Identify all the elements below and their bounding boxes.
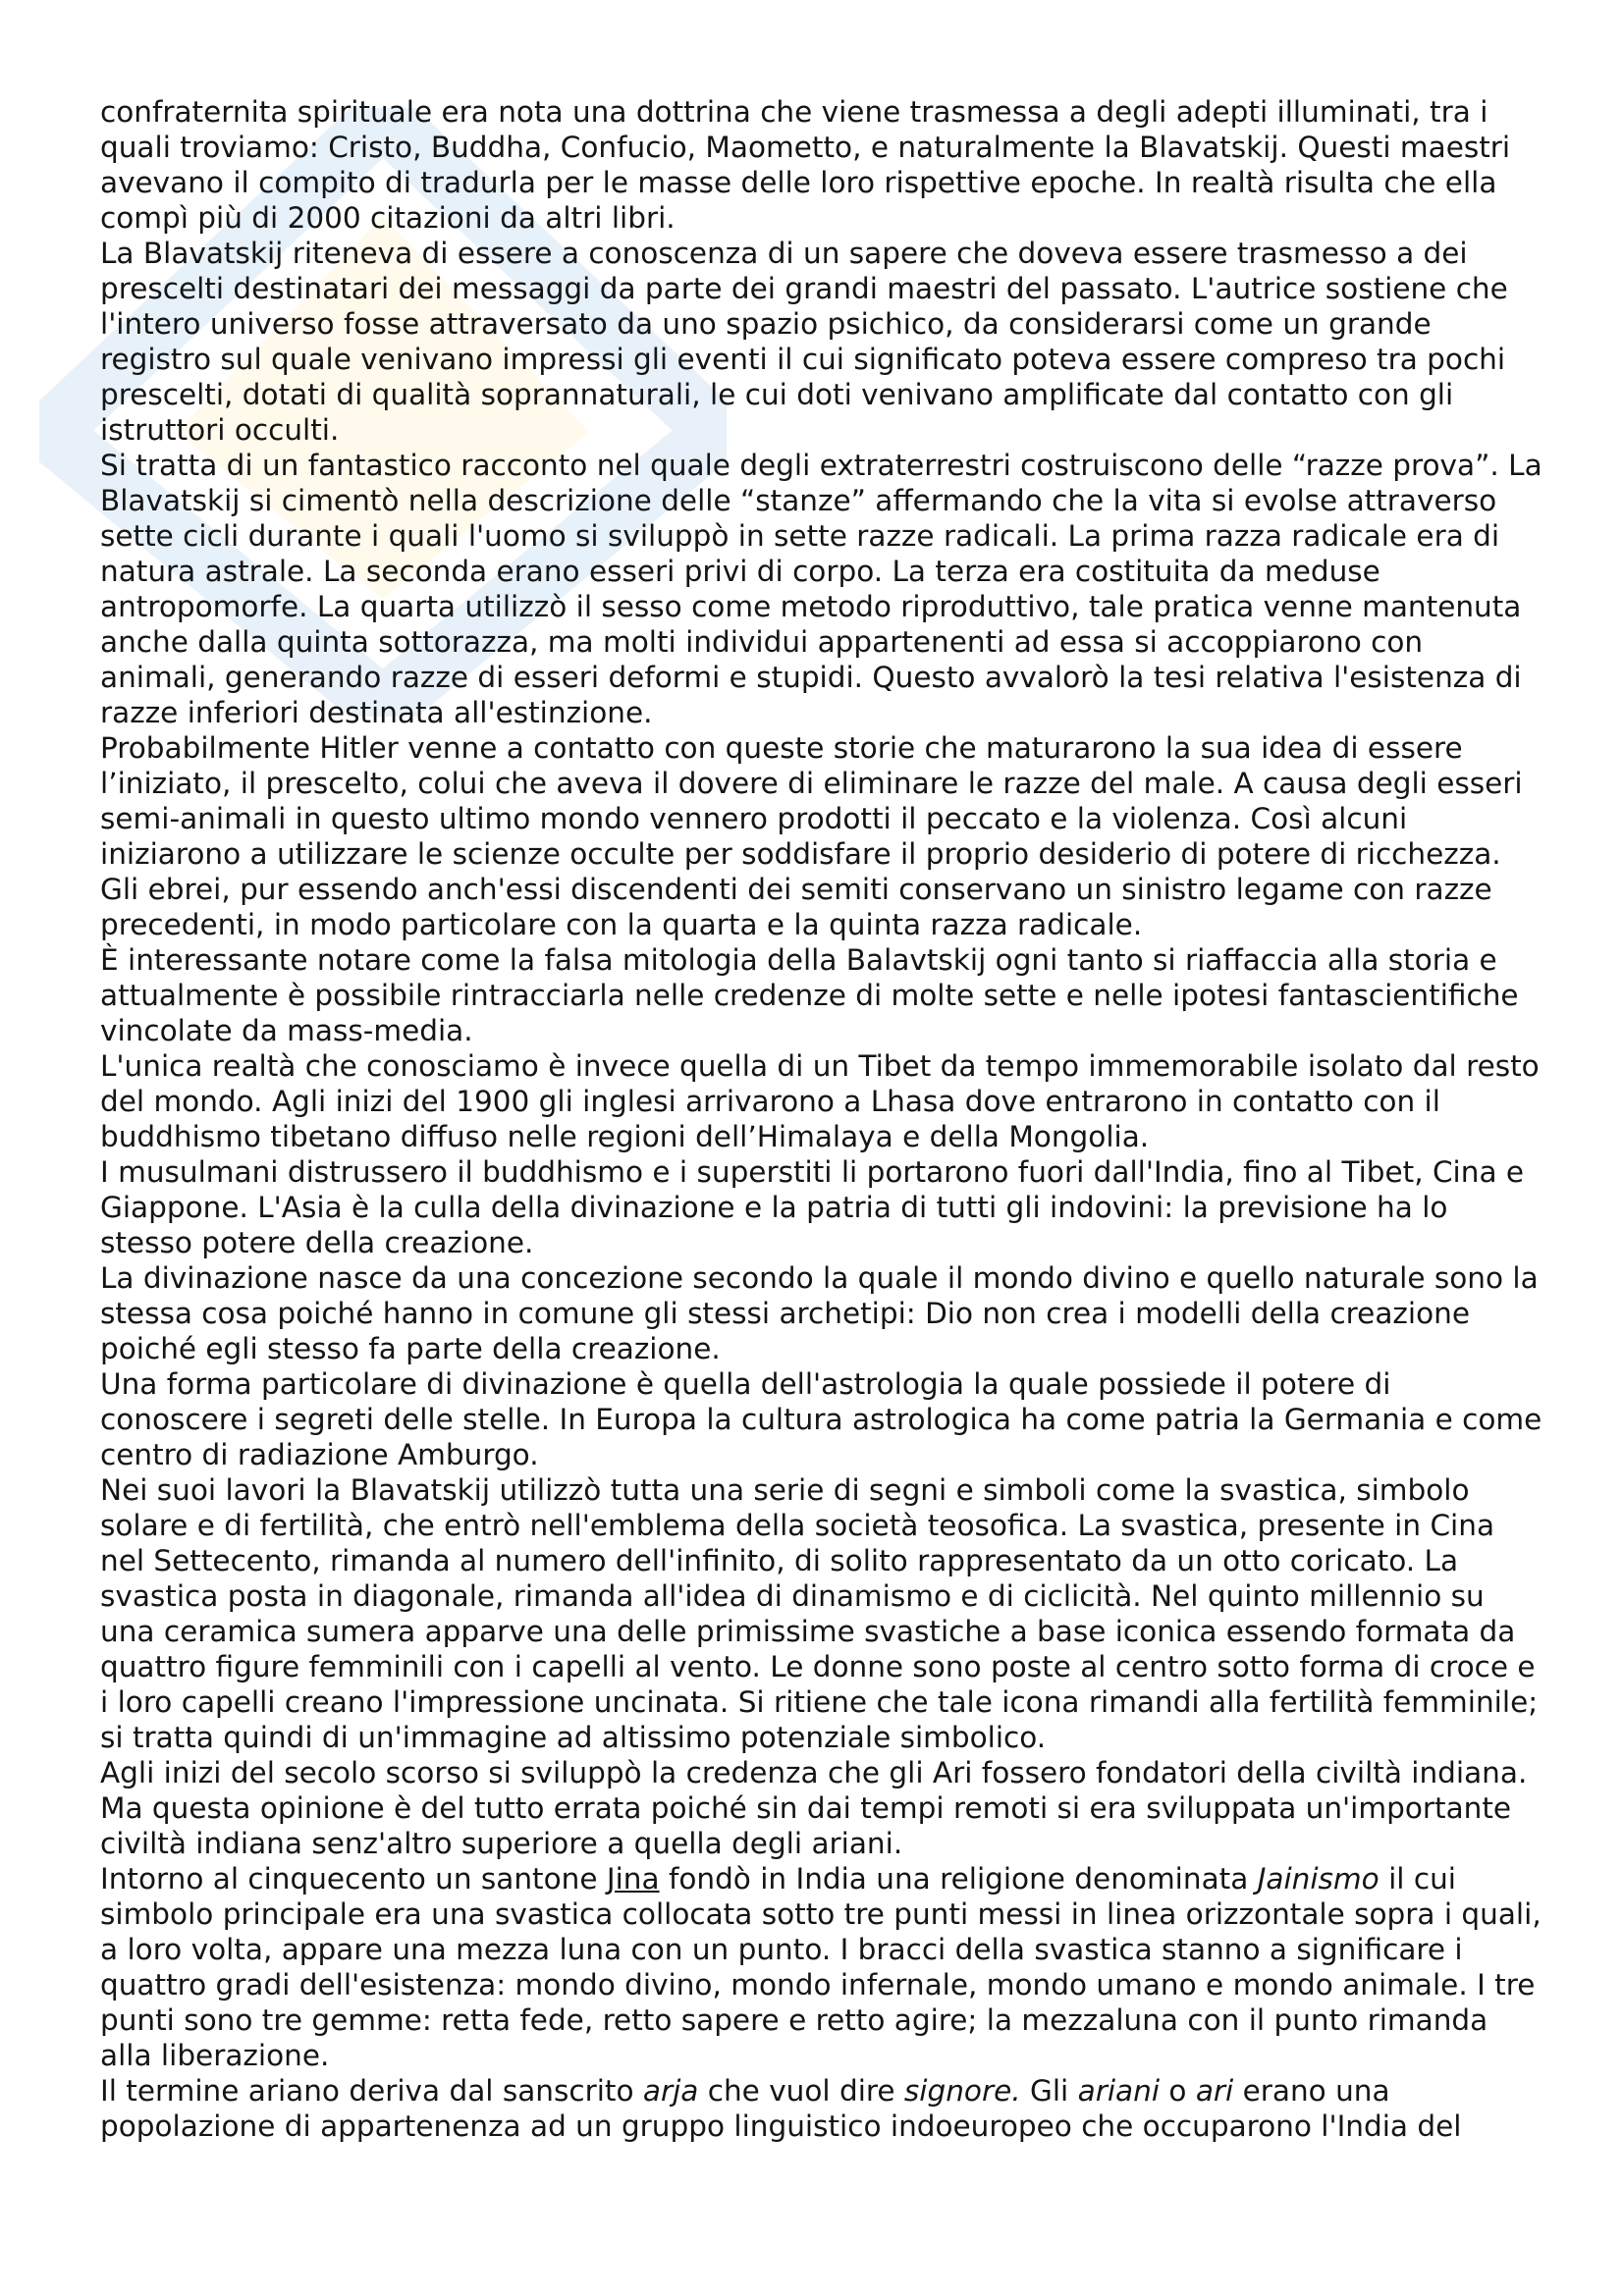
paragraph: L'unica realtà che conosciamo è invece quella di un Tibet da tempo immemorabile isolato dal resto del mondo. Agli inizi del 1900 gli inglesi arrivarono a Lhasa dove entrarono in contatto con il buddhismo tibetano diffuso nelle regioni dell’Himalaya e della Mongolia. [100, 1049, 1540, 1153]
paragraph: Agli inizi del secolo scorso si sviluppò la credenza che gli Ari fossero fondatori della civiltà indiana. Ma questa opinione è del tutto errata poiché sin dai tempi remoti si era sviluppata un'importante civiltà indiana senz'altro superiore a quella degli ariani. [100, 1756, 1528, 1860]
text-segment: il cui simbolo principale era una svastica collocata sotto tre punti messi in linea orizzontale sopra i quali, a loro volta, appare una mezza luna con un punto. I bracci della svastica stanno a significare i quattro gradi dell'esistenza: mondo divino, mondo infernale, mondo umano e mondo animale. I tre punti sono tre gemme: retta fede, retto sapere e retto agire; la mezzaluna con il punto rimanda alla liberazione. [100, 1862, 1542, 2072]
paragraph: I musulmani distrussero il buddhismo e i superstiti li portarono fuori dall'India, fino al Tibet, Cina e Giappone. L'Asia è la culla della divinazione e la patria di tutti gli indovini: la previsione ha lo stesso potere della creazione. [100, 1155, 1525, 1259]
paragraph: La Blavatskij riteneva di essere a conoscenza di un sapere che doveva essere trasmesso a dei prescelti destinatari dei messaggi da parte dei grandi maestri del passato. L'autrice sostiene che l'intero universo fosse attraversato da uno spazio psichico, da considerarsi come un grande registro sul quale venivano impressi gli eventi il cui significato poteva essere compreso tra pochi prescelti, dotati di qualità soprannaturali, le cui doti venivano amplificate dal contatto con gli istruttori occulti. [100, 237, 1508, 447]
text-segment: o [1160, 2074, 1196, 2108]
ariani-term: ariani [1077, 2074, 1161, 2108]
arja-term: arja [642, 2074, 699, 2108]
text-segment: Il termine ariano deriva dal sanscrito [100, 2074, 643, 2108]
ari-term: ari [1195, 2074, 1234, 2108]
paragraph: La divinazione nasce da una concezione secondo la quale il mondo divino e quello naturale sono la stessa cosa poiché hanno in comune gli stessi archetipi: Dio non crea i modelli della creazione poiché egli stesso fa parte della creazione. [100, 1261, 1539, 1365]
paragraph-jainismo [100, 1861, 1543, 2073]
paragraph-ariano [100, 2073, 1543, 2144]
text-segment: che vuol dire [698, 2074, 904, 2108]
paragraph: confraternita spirituale era nota una dottrina che viene trasmessa a degli adepti illuminati, tra i quali troviamo: Cristo, Buddha, Confucio, Maometto, e naturalmente la Blavatskij. Questi maestri avevano il compito di tradurla per le masse delle loro rispettive epoche. In realtà risulta che ella compì più di 2000 citazioni da altri libri. [100, 95, 1511, 235]
text-segment: Gli [1020, 2074, 1078, 2108]
paragraph: Nei suoi lavori la Blavatskij utilizzò tutta una serie di segni e simboli come la svastica, simbolo solare e di fertilità, che entrò nell'emblema della società teosofica. La svastica, presente in Cina nel Settecento, rimanda al numero dell'infinito, di solito rappresentato da un otto coricato. La svastica posta in diagonale, rimanda all'idea di dinamismo e di ciclicità. Nel quinto millennio su una ceramica sumera apparve una delle primissime svastiche a base iconica essendo formata da quattro figure femminili con i capelli al vento. Le donne sono poste al centro sotto forma di croce e i loro capelli creano l'impressione uncinata. Si ritiene che tale icona rimandi alla fertilità femminile; si tratta quindi di un'immagine ad altissimo potenziale simbolico. [100, 1473, 1539, 1754]
signore-term: signore. [903, 2074, 1021, 2108]
jainismo-term: Jainismo [1257, 1862, 1380, 1896]
paragraph: Gli ebrei, pur essendo anch'essi discendenti dei semiti conservano un sinistro legame con razze precedenti, in modo particolare con la quarta e la quinta razza radicale. [100, 873, 1492, 941]
paragraph: Una forma particolare di divinazione è quella dell'astrologia la quale possiede il potere di conoscere i segreti delle stelle. In Europa la cultura astrologica ha come patria la Germania e come centro di radiazione Amburgo. [100, 1367, 1542, 1471]
paragraph: Probabilmente Hitler venne a contatto con queste storie che maturarono la sua idea di essere l’iniziato, il prescelto, colui che aveva il dovere di eliminare le razze del male. A causa degli esseri semi-animali in questo ultimo mondo vennero prodotti il peccato e la violenza. Così alcuni iniziarono a utilizzare le scienze occulte per soddisfare il proprio desiderio di potere di ricchezza. [100, 731, 1523, 871]
text-segment: erano una popolazione di appartenenza ad un gruppo linguistico indoeuropeo che occuparono l'India del [100, 2074, 1462, 2143]
document-body [100, 94, 1543, 2144]
paragraph: Si tratta di un fantastico racconto nel quale degli extraterrestri costruiscono delle “razze prova”. La Blavatskij si cimentò nella descrizione delle “stanze” affermando che la vita si evolse attraverso sette cicli durante i quali l'uomo si sviluppò in sette razze radicali. La prima razza radicale era di natura astrale. La seconda erano esseri privi di corpo. La terza era costituita da meduse antropomorfe. La quarta utilizzò il sesso come metodo riproduttivo, tale pratica venne mantenuta anche dalla quinta sottorazza, ma molti individui appartenenti ad essa si accoppiarono con animali, generando razze di esseri deformi e stupidi. Questo avvalorò la tesi relativa l'esistenza di razze inferiori destinata all'estinzione. [100, 449, 1542, 729]
jina-link[interactable]: Jina [606, 1862, 660, 1896]
text-segment: fondò in India una religione denominata [659, 1862, 1258, 1896]
paragraph: È interessante notare come la falsa mitologia della Balavtskij ogni tanto si riaffaccia alla storia e attualmente è possibile rintracciarla nelle credenze di molte sette e nelle ipotesi fantascientifiche vincolate da mass-media. [100, 943, 1519, 1047]
text-segment: Intorno al cinquecento un santone [100, 1862, 607, 1896]
